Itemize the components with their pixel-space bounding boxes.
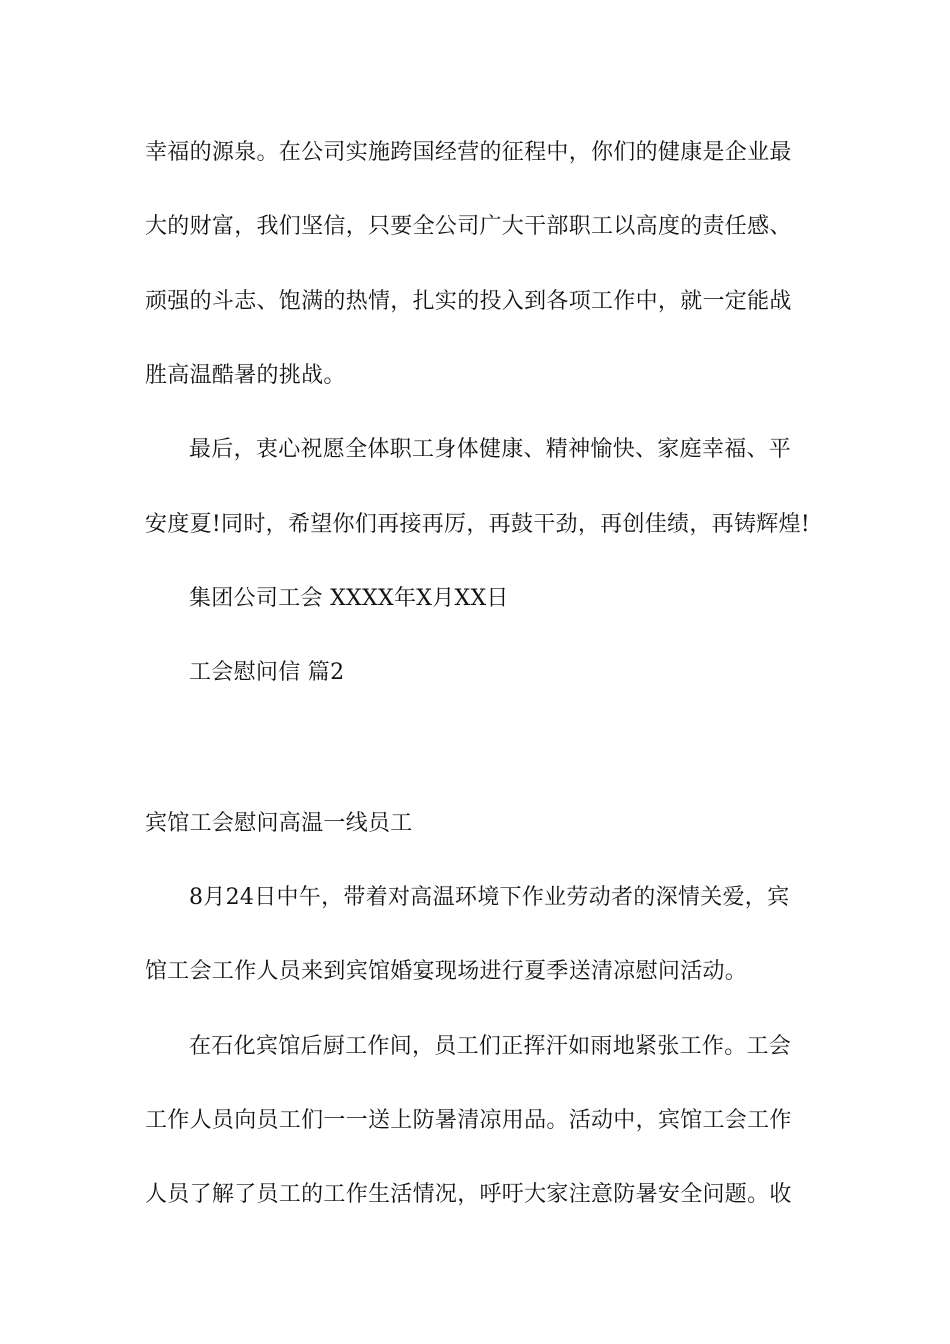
paragraph-line: 人员了解了员工的工作生活情况，呼吁大家注意防暑安全问题。收	[145, 1182, 792, 1207]
paragraph-line: 最后，衷心祝愿全体职工身体健康、精神愉快、家庭幸福、平	[189, 437, 792, 462]
paragraph-line: 在石化宾馆后厨工作间，员工们正挥汗如雨地紧张工作。工会	[189, 1034, 792, 1059]
signature-line: 集团公司工会 XXXX年X月XX日	[189, 586, 509, 611]
paragraph-line: 8月24日中午，带着对高温环境下作业劳动者的深情关爱，宾	[189, 885, 790, 910]
paragraph-line: 幸福的源泉。在公司实施跨国经营的征程中，你们的健康是企业最	[145, 140, 792, 165]
article-title: 宾馆工会慰问高温一线员工	[145, 811, 413, 836]
paragraph-line: 工作人员向员工们一一送上防暑清凉用品。活动中，宾馆工会工作	[145, 1108, 792, 1133]
section-heading: 工会慰问信 篇2	[189, 660, 345, 685]
paragraph-line: 胜高温酷暑的挑战。	[145, 363, 346, 388]
paragraph-line: 大的财富，我们坚信，只要全公司广大干部职工以高度的责任感、	[145, 214, 792, 239]
paragraph-line: 安度夏!同时，希望你们再接再厉，再鼓干劲，再创佳绩，再铸辉煌!	[145, 512, 810, 537]
paragraph-line: 顽强的斗志、饱满的热情，扎实的投入到各项工作中，就一定能战	[145, 289, 792, 314]
paragraph-line: 馆工会工作人员来到宾馆婚宴现场进行夏季送清凉慰问活动。	[145, 959, 748, 984]
